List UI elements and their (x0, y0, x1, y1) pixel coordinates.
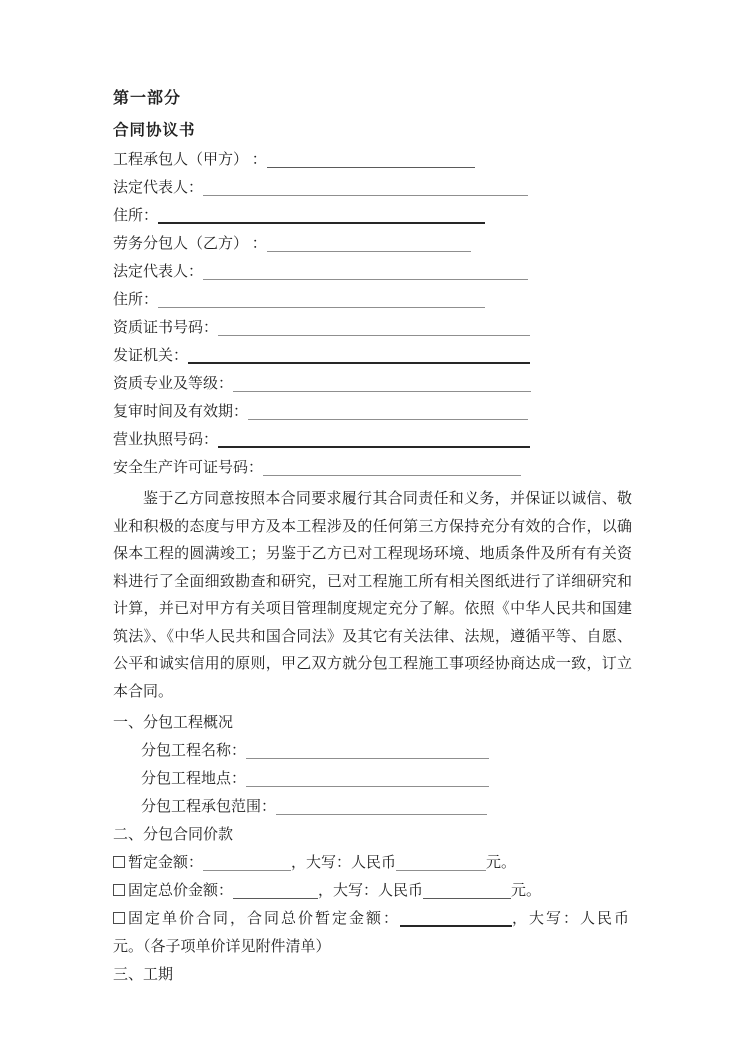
option-label: 固定单价合同，合同总价暂定金额： (128, 911, 401, 927)
field-blank-line[interactable] (158, 222, 485, 224)
field-blank-line[interactable] (248, 419, 528, 420)
form-field-row (113, 426, 632, 454)
form-field-row (113, 230, 632, 258)
party-fields-block (113, 146, 632, 482)
form-field-row (113, 765, 632, 793)
option-continuation-line: 元。（各子项单价详见附件清单） (113, 939, 331, 955)
form-field-row (113, 342, 632, 370)
form-field-row (113, 737, 632, 765)
price-option-row (113, 877, 632, 905)
field-label: 法定代表人： (113, 180, 204, 196)
field-blank-line[interactable] (203, 195, 528, 196)
field-blank-line[interactable] (188, 362, 530, 364)
field-label: 营业执照号码： (113, 432, 219, 448)
option-checkbox[interactable] (113, 856, 125, 868)
field-blank-line[interactable] (218, 446, 530, 448)
amount-words-blank-line[interactable] (396, 870, 486, 871)
field-label: 发证机关： (113, 348, 189, 364)
doc-title: 合同协议书 (113, 122, 196, 139)
field-label: 资质专业及等级： (113, 376, 234, 392)
field-blank-line[interactable] (203, 279, 528, 280)
form-field-row (113, 314, 632, 342)
field-blank-line[interactable] (263, 475, 521, 476)
subcontract-fields-block (113, 737, 632, 821)
field-blank-line[interactable] (267, 167, 475, 168)
field-blank-line[interactable] (246, 758, 489, 759)
option-mid-label: ，大写：人民币 (512, 911, 632, 927)
document-content (113, 84, 632, 989)
form-field-row (113, 454, 632, 482)
field-blank-line[interactable] (267, 251, 471, 252)
form-field-row (113, 286, 632, 314)
amount-blank-line[interactable] (400, 925, 512, 927)
form-field-row (113, 146, 632, 174)
amount-words-blank-line[interactable] (423, 898, 511, 899)
option-label: 暂定金额： (128, 855, 204, 871)
form-field-row (113, 258, 632, 286)
field-blank-line[interactable] (246, 786, 489, 787)
field-label: 分包工程名称： (141, 743, 247, 759)
field-label: 法定代表人： (113, 264, 204, 280)
option-checkbox[interactable] (113, 912, 125, 924)
price-option-row (113, 849, 632, 877)
part-title: 第一部分 (113, 90, 182, 107)
form-field-row (113, 793, 632, 821)
field-label: 分包工程地点： (141, 771, 247, 787)
field-blank-line[interactable] (233, 391, 531, 392)
field-blank-line[interactable] (158, 307, 485, 308)
amount-blank-line[interactable] (203, 870, 291, 871)
field-label: 分包工程承包范围： (141, 799, 277, 815)
option-mid-label: ，大写：人民币 (318, 883, 424, 899)
price-option-row (113, 905, 632, 933)
field-blank-line[interactable] (218, 335, 530, 336)
field-label: 工程承包人（甲方） ： (113, 152, 267, 168)
field-label: 住所： (113, 208, 159, 224)
option-label: 固定总价金额： (128, 883, 234, 899)
field-blank-line[interactable] (276, 814, 487, 815)
option-suffix-label: 元。 (486, 855, 517, 871)
option-mid-label: ，大写：人民币 (291, 855, 397, 871)
option-checkbox[interactable] (113, 884, 125, 896)
section-heading-2: 二、分包合同价款 (113, 827, 234, 843)
section-heading-3: 三、工期 (113, 967, 174, 983)
form-field-row (113, 370, 632, 398)
option-suffix-label: 元。 (511, 883, 542, 899)
field-label: 住所： (113, 292, 159, 308)
field-label: 安全生产许可证号码： (113, 460, 264, 476)
field-label: 劳务分包人（乙方） ： (113, 236, 267, 252)
form-field-row (113, 398, 632, 426)
amount-blank-line[interactable] (233, 898, 318, 899)
preamble-paragraph: 鉴于乙方同意按照本合同要求履行其合同责任和义务，并保证以诚信、敬业和积极的态度与甲方及本工程涉及的任何第三方保持充分有效的合作，以确保本工程的圆满竣工；另鉴于乙方已对工程现场环境、地质条件及所有有关资料进行了全面细致勘查和研究，已对工程施工所有相关图纸进行了详细研究和计算，并已对甲方有关项目管理制度规定充分了解。依照《中华人民共和国建筑法》、《中华人民共和国合同法》及其它有关法律、法规，遵循平等、自愿、公平和诚实信用的原则，甲乙双方就分包工程施工事项经协商达成一致，订立本合同。 (113, 491, 632, 700)
form-field-row (113, 174, 632, 202)
form-field-row (113, 202, 632, 230)
field-label: 复审时间及有效期： (113, 404, 249, 420)
section-heading-1: 一、分包工程概况 (113, 715, 234, 731)
price-options-block (113, 849, 632, 933)
field-label: 资质证书号码： (113, 320, 219, 336)
